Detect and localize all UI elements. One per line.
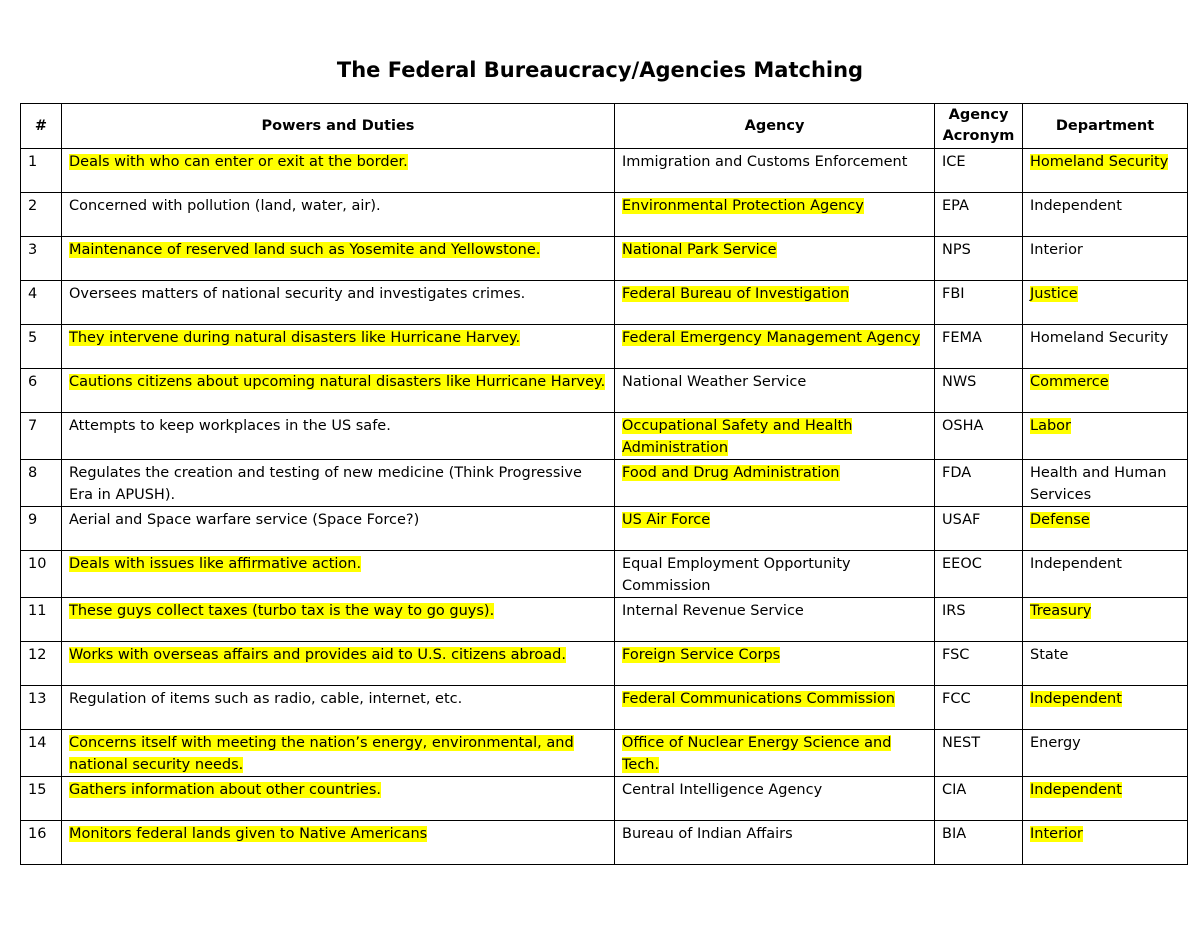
table-header-row [21,104,1188,149]
table-row [21,821,1188,865]
column-header-acronym: Agency Acronym [935,104,1023,149]
agency-cell: Bureau of Indian Affairs [615,821,935,865]
row-number-cell: 12 [21,642,62,686]
row-number-cell: 7 [21,413,62,460]
highlighted-text: Environmental Protection Agency [622,198,864,214]
agency-cell [615,193,935,237]
highlighted-text: Justice [1030,286,1078,302]
table-row [21,730,1188,777]
highlighted-text: Monitors federal lands given to Native Americans [69,826,428,842]
agency-cell: Equal Employment Opportunity Commission [615,551,935,598]
acronym-cell: FSC [935,642,1023,686]
agency-cell: Immigration and Customs Enforcement [615,149,935,193]
highlighted-text: Commerce [1030,374,1109,390]
column-header-num: # [21,104,62,149]
table-body [21,149,1188,865]
department-cell: Energy [1023,730,1188,777]
table-row [21,460,1188,507]
table-row [21,369,1188,413]
department-cell [1023,598,1188,642]
powers-duties-cell [62,325,615,369]
highlighted-text: National Park Service [622,242,777,258]
acronym-cell: FCC [935,686,1023,730]
agency-cell [615,730,935,777]
powers-duties-cell [62,642,615,686]
table-row [21,642,1188,686]
column-header-department: Department [1023,104,1188,149]
row-number-cell: 4 [21,281,62,325]
powers-duties-cell [62,598,615,642]
agency-cell [615,237,935,281]
acronym-cell: ICE [935,149,1023,193]
powers-duties-cell: Regulation of items such as radio, cable, internet, etc. [62,686,615,730]
powers-duties-cell [62,730,615,777]
row-number-cell: 16 [21,821,62,865]
row-number-cell: 3 [21,237,62,281]
acronym-cell: NWS [935,369,1023,413]
row-number-cell: 13 [21,686,62,730]
agency-cell [615,642,935,686]
highlighted-text: Gathers information about other countries. [69,782,382,798]
acronym-cell: FBI [935,281,1023,325]
column-header-powers: Powers and Duties [62,104,615,149]
highlighted-text: Defense [1030,512,1090,528]
acronym-cell: EEOC [935,551,1023,598]
table-row [21,193,1188,237]
table-row [21,237,1188,281]
row-number-cell: 2 [21,193,62,237]
department-cell [1023,507,1188,551]
powers-duties-cell [62,369,615,413]
department-cell: Interior [1023,237,1188,281]
department-cell: Independent [1023,193,1188,237]
highlighted-text: Interior [1030,826,1083,842]
table-row [21,686,1188,730]
table-row [21,149,1188,193]
department-cell [1023,686,1188,730]
highlighted-text: Homeland Security [1030,154,1169,170]
acronym-cell: NEST [935,730,1023,777]
agency-cell [615,507,935,551]
highlighted-text: Independent [1030,782,1122,798]
agency-cell [615,325,935,369]
acronym-cell: EPA [935,193,1023,237]
department-cell [1023,149,1188,193]
row-number-cell: 1 [21,149,62,193]
highlighted-text: US Air Force [622,512,711,528]
powers-duties-cell: Regulates the creation and testing of new medicine (Think Progressive Era in APUSH). [62,460,615,507]
acronym-cell: BIA [935,821,1023,865]
department-cell [1023,281,1188,325]
row-number-cell: 9 [21,507,62,551]
department-cell [1023,821,1188,865]
highlighted-text: These guys collect taxes (turbo tax is the way to go guys). [69,603,495,619]
highlighted-text: Office of Nuclear Energy Science and Tech. [622,735,892,773]
matching-table [20,103,1188,865]
row-number-cell: 5 [21,325,62,369]
table-row [21,507,1188,551]
powers-duties-cell: Aerial and Space warfare service (Space Force?) [62,507,615,551]
highlighted-text: Federal Emergency Management Agency [622,330,921,346]
acronym-cell: USAF [935,507,1023,551]
table-row [21,551,1188,598]
powers-duties-cell [62,777,615,821]
department-cell [1023,413,1188,460]
row-number-cell: 15 [21,777,62,821]
row-number-cell: 6 [21,369,62,413]
highlighted-text: Deals with who can enter or exit at the border. [69,154,408,170]
powers-duties-cell [62,149,615,193]
row-number-cell: 14 [21,730,62,777]
row-number-cell: 11 [21,598,62,642]
highlighted-text: Federal Bureau of Investigation [622,286,850,302]
highlighted-text: Maintenance of reserved land such as Yosemite and Yellowstone. [69,242,541,258]
acronym-cell: FEMA [935,325,1023,369]
acronym-cell: OSHA [935,413,1023,460]
agency-cell [615,460,935,507]
highlighted-text: Deals with issues like affirmative action. [69,556,362,572]
powers-duties-cell [62,237,615,281]
powers-duties-cell [62,551,615,598]
agency-cell: National Weather Service [615,369,935,413]
row-number-cell: 10 [21,551,62,598]
highlighted-text: Cautions citizens about upcoming natural disasters like Hurricane Harvey. [69,374,606,390]
row-number-cell: 8 [21,460,62,507]
agency-cell: Internal Revenue Service [615,598,935,642]
table-row [21,598,1188,642]
department-cell [1023,777,1188,821]
powers-duties-cell: Concerned with pollution (land, water, air). [62,193,615,237]
highlighted-text: Labor [1030,418,1072,434]
table-row [21,413,1188,460]
table-row [21,325,1188,369]
highlighted-text: Concerns itself with meeting the nation’s energy, environmental, and national security needs. [69,735,574,773]
highlighted-text: Works with overseas affairs and provides aid to U.S. citizens abroad. [69,647,566,663]
department-cell: State [1023,642,1188,686]
table-row [21,777,1188,821]
agency-cell [615,686,935,730]
acronym-cell: NPS [935,237,1023,281]
acronym-cell: FDA [935,460,1023,507]
highlighted-text: Treasury [1030,603,1092,619]
highlighted-text: They intervene during natural disasters like Hurricane Harvey. [69,330,521,346]
highlighted-text: Food and Drug Administration [622,465,840,481]
table-row [21,281,1188,325]
highlighted-text: Federal Communications Commission [622,691,896,707]
highlighted-text: Foreign Service Corps [622,647,781,663]
department-cell: Homeland Security [1023,325,1188,369]
highlighted-text: Occupational Safety and Health Administration [622,418,853,456]
column-header-agency: Agency [615,104,935,149]
highlighted-text: Independent [1030,691,1122,707]
powers-duties-cell: Attempts to keep workplaces in the US safe. [62,413,615,460]
department-cell: Independent [1023,551,1188,598]
agency-cell [615,413,935,460]
department-cell [1023,369,1188,413]
document-title: The Federal Bureaucracy/Agencies Matching [336,58,864,82]
acronym-cell: CIA [935,777,1023,821]
agency-cell [615,281,935,325]
acronym-cell: IRS [935,598,1023,642]
powers-duties-cell: Oversees matters of national security and investigates crimes. [62,281,615,325]
department-cell: Health and Human Services [1023,460,1188,507]
powers-duties-cell [62,821,615,865]
agency-cell: Central Intelligence Agency [615,777,935,821]
